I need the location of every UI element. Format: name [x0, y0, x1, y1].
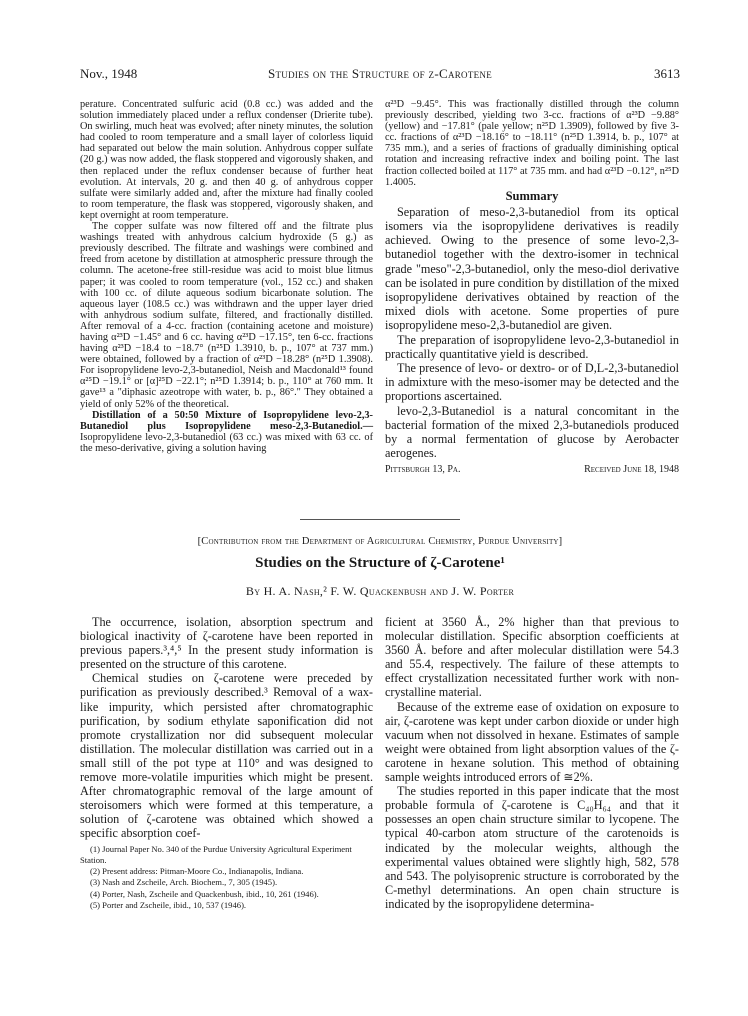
footnote: (5) Porter and Zscheile, ibid., 10, 537 (1946).	[90, 899, 247, 910]
footnote: (3) Nash and Zscheile, Arch. Biochem., 7, 305 (1945).	[90, 877, 278, 888]
article-authors: By H. A. Nash,² F. W. Quackenbush and J. W. Porter	[245, 584, 515, 598]
bottom-right-column	[385, 615, 679, 911]
distillation-heading: Distillation of a 50:50 Mixture of Isopropylidene levo-2,3-Butanediol plus Isopropylidene meso-2,3-Butanediol.—	[80, 409, 373, 432]
summary-heading: Summary	[505, 188, 559, 203]
summary-block	[385, 205, 679, 461]
paragraph: The copper sulfate was now filtered off and the filtrate plus washings treated with anhydrous calcium hydroxide (5 g.) as previously described. The filtrate and washings were combined and freed from acetone by distillation at atmospheric pressure through the column. The acetone-free still-residue was acid to moist blue litmus paper; it was cooled to room temperature (vol., 152 cc.) and shaken with 100 cc. of dilute aqueous sodium bicarbonate solution. The aqueous layer (108.5 cc.) was withdrawn and the upper layer dried with anhydrous sodium sulfate, filtered, and fractionally distilled. After removal of a 4-cc. fraction (containing acetone and moisture) having α²³D −1.45° and 6 cc. having α²³D −17.15°, ten 6-cc. fractions having α²³D −18.4 to −18.7° (n²⁵D 1.3910, b. p., 107° at 737 mm.) were obtained, followed by a fraction of α²³D −18.28° (n²⁵D 1.3908). For isopropylidene levo-2,3-butanediol, Neish and Macdonald¹³ found α²⁵D −19.1° or [α]²⁵D −22.1°; n²⁵D 1.3914; b. p., 110° at 760 mm. It gave¹³ a "diphasic azeotrope with water, b. p., 86°." They obtained a yield of only 52% of the theoretical.	[80, 221, 373, 410]
summary-paragraph: Separation of meso-2,3-butanediol from its optical isomers via the isopropylidene derivatives is readily achieved. Owing to the presence of some levo-2,3-butanediol together with the dextro-isomer in technical grade "meso"-2,3-butanediol, only the meso-diol derivative can be isolated in pure condition by distillation of the mixed isopropylidene derivatives obtained by reaction of the mixed diols with acetone. Some properties of pure isopropylidene meso-2,3-butanediol are given.	[385, 204, 679, 333]
top-right-column	[385, 99, 679, 475]
article-footer	[385, 464, 679, 475]
header-running-title: Studies on the Structure of ζ-Carotene	[267, 66, 493, 81]
paragraph: The occurrence, isolation, absorption spectrum and biological inactivity of ζ-carotene have been reported in previous papers.³,⁴,⁵ In the present study information is presented on the structure of this carotene.	[80, 615, 373, 672]
distillation-text: Isopropylidene levo-2,3-butanediol (63 cc.) was mixed with 63 cc. of the meso-derivative, giving a solution having	[80, 431, 373, 454]
paragraph: α²³D −9.45°. This was fractionally distilled through the column previously described, yielding two 3-cc. fractions of α²³D −9.88° (yellow) and −17.81° (pale yellow; n²⁵D 1.3909), followed by five 3-cc. fractions of α²³D −18.16° to −18.11° (n²⁵D 1.3914, b. p., 107° at 735 mm.), and a series of fractions of gradually diminishing optical rotation and increasing refractive index and boiling point. The last fraction collected boiled at 117° at 735 mm. and had α²³D −0.12°, n²⁵D 1.4005.	[385, 99, 679, 188]
header-page-number: 3613	[654, 66, 680, 81]
footnote: (2) Present address: Pitman-Moore Co., Indianapolis, Indiana.	[90, 866, 304, 877]
bottom-left-column	[80, 615, 373, 911]
contribution-line: [Contribution from the Department of Agricultural Chemistry, Purdue University]	[197, 536, 563, 547]
summary-paragraph: levo-2,3-Butanediol is a natural concomitant in the bacterial formation of the mixed 2,3-butanediols produced by a normal fermentation of glucose by Aerobacter aerogenes.	[385, 403, 679, 461]
paragraph: Chemical studies on ζ-carotene were preceded by purification as previously described.³ Removal of a wax-like impurity, which persisted after chromatographic purification, by sodium ethylate saponification did not promote crystallization nor did subsequent molecular distillation. The molecular distillation was carried out in a small still of the pot type at 110° and was designed to remove more-volatile impurities which might be present. After chromatographic removal of the large amount of steroisomers which were formed at this temperature, a solution of ζ-carotene was obtained which showed a specific absorption coef-	[80, 671, 373, 841]
paragraph: The studies reported in this paper indicate that the most probable formula of ζ-carotene is C₄₀H₆₄ and that it possesses an open chain structure similar to lycopene. The typical 40-carbon atom structure of the carotenoids is indicated by the molecular weights, although the experimental values obtained were slightly high, 582, 578 and 543. The polyisoprenic structure is corroborated by the C-methyl determinations. An open chain structure is indicated by the isopropylidene determina-	[385, 784, 679, 911]
section-divider	[300, 519, 460, 520]
top-left-column	[80, 99, 373, 454]
paragraph: ficient at 3560 Å., 2% higher than that previous to molecular distillation. Specific absorption coefficients at 3560 Å. before and after molecular distillation were 54.3 and 55.4, respectively. The failure of these attempts to effect crystallization necessitated further work with non-crystalline material.	[385, 615, 679, 700]
received-date: Received June 18, 1948	[584, 463, 679, 475]
location: Pittsburgh 13, Pa.	[385, 463, 461, 475]
footnotes	[80, 844, 373, 912]
summary-paragraph: The presence of levo- or dextro- or of D,L-2,3-butanediol in admixture with the meso-isomer may be detected and the proportions ascertained.	[385, 361, 679, 404]
footnote: (1) Journal Paper No. 340 of the Purdue University Agricultural Experiment Station.	[80, 843, 352, 865]
paragraph: perature. Concentrated sulfuric acid (0.8 cc.) was added and the solution immediately placed under a reflux condenser (Drierite tube). On swirling, much heat was evolved; after ninety minutes, the solution had cooled to room temperature and a small layer of colorless liquid had separated out below the main solution. Anhydrous copper sulfate (20 g.) was now added, the flask stoppered and vigorously shaken, and then replaced under the reflux condenser because of further heat evolution. At intervals, 20 g. and then 40 g. of anhydrous copper sulfate were similarly added and, after the mixture had finally cooled to room temperature, the flask was stoppered, vigorously shaken, and kept overnight at room temperature.	[80, 99, 373, 221]
paragraph: Because of the extreme ease of oxidation on exposure to air, ζ-carotene was kept under carbon dioxide or under high vacuum when not dissolved in hexane. Estimates of sample weight were obtained from light absorption values of the ζ-carotene in hexane solution. This method of obtaining sample weights introduced errors of ≅2%.	[385, 699, 679, 785]
summary-paragraph: The preparation of isopropylidene levo-2,3-butanediol in practically quantitative yield is described.	[385, 332, 679, 361]
header-date: Nov., 1948	[80, 66, 138, 81]
footnote: (4) Porter, Nash, Zscheile and Quackenbush, ibid., 10, 261 (1946).	[90, 888, 319, 899]
article-title: Studies on the Structure of ζ-Carotene¹	[255, 555, 505, 571]
running-header	[80, 66, 680, 82]
distillation-paragraph	[80, 410, 373, 454]
